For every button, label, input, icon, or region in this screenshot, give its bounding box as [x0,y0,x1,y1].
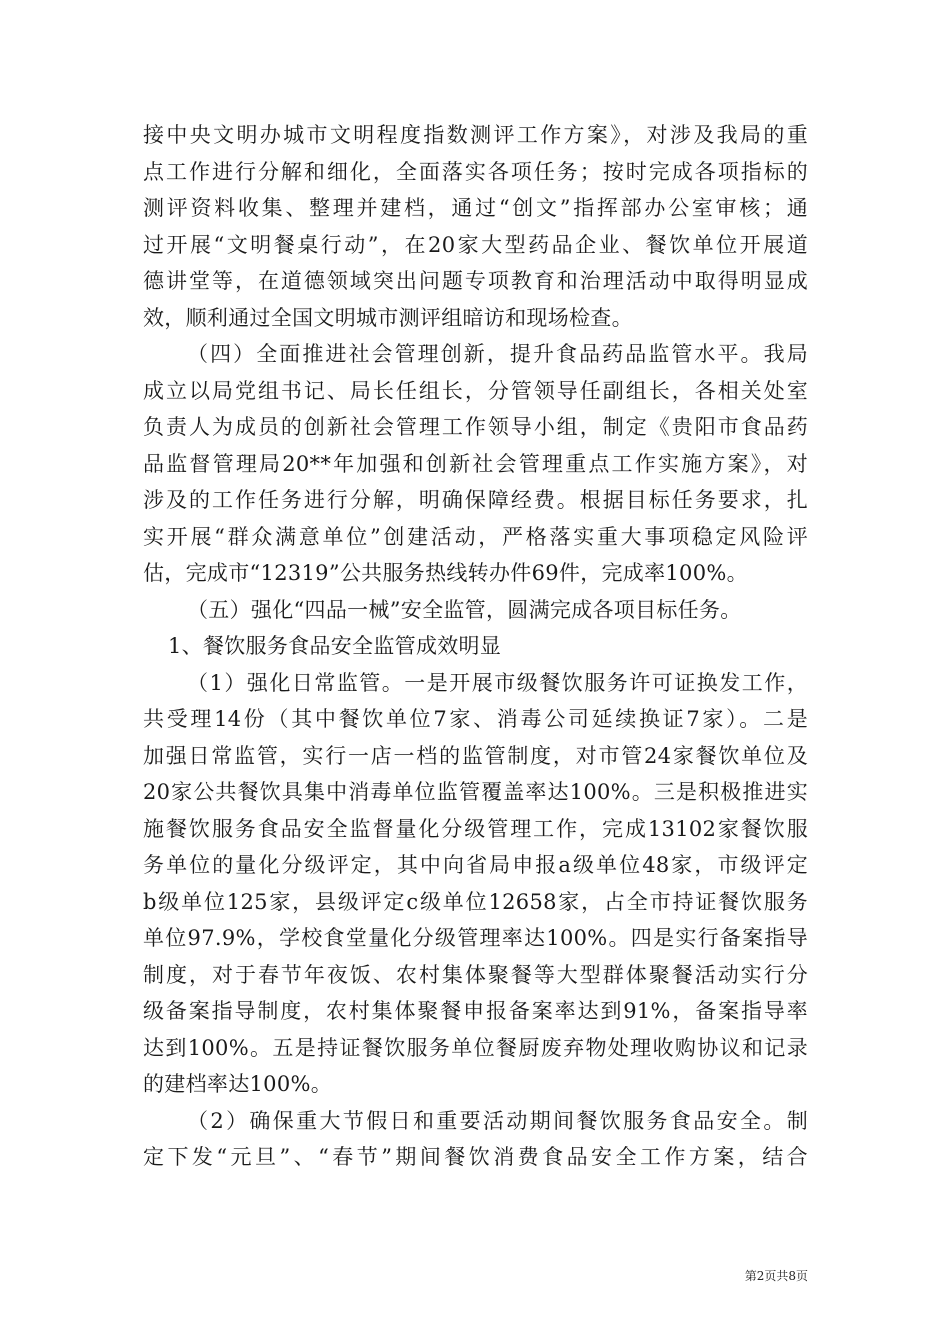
paragraph-heading: （1）强化日常监管。一是开展市级餐饮服务许可证换发工作， [187,670,808,695]
text-line: 定下发“元旦”、“春节”期间餐饮消费食品安全工作方案，结合 [143,1145,808,1169]
text-line: 成立以局党组书记、局长任组长，分管领导任副组长，各相关处室 [143,378,808,403]
text-line: b级单位125家，县级评定c级单位12658家，占全市持证餐饮服务 [143,889,808,914]
text-line: 品监督管理局20**年加强和创新社会管理重点工作实施方案》，对 [143,451,808,476]
paragraph-heading: （四）全面推进社会管理创新，提升食品药品监管水平。我局 [187,342,808,366]
text-line: 德讲堂等，在道德领域突出问题专项教育和治理活动中取得明显成 [143,269,808,293]
text-line: 共受理14份（其中餐饮单位7家、消毒公司延续换证7家）。二是 [143,707,808,731]
text-line: 单位97.9%，学校食堂量化分级管理率达100%。四是实行备案指导 [143,926,808,950]
paragraph-heading: （2）确保重大节假日和重要活动期间餐饮服务食品安全。制 [187,1108,808,1133]
text-line: 达到100%。五是持证餐饮服务单位餐厨废弃物处理收购协议和记录 [143,1035,808,1060]
text-line: 实开展“群众满意单位”创建活动，严格落实重大事项稳定风险评 [143,524,808,549]
text-line: 估，完成市“12319”公共服务热线转办件69件，完成率100%。 [143,561,748,585]
text-line: 测评资料收集、整理并建档，通过“创文”指挥部办公室审核；通 [143,196,808,220]
text-line: 过开展“文明餐桌行动”，在20家大型药品企业、餐饮单位开展道 [143,232,808,257]
paragraph-heading: （五）强化“四品一械”安全监管，圆满完成各项目标任务。 [187,597,742,622]
page-number: 第2页共8页 [744,1269,808,1283]
text-line: 务单位的量化分级评定，其中向省局申报a级单位48家，市级评定 [143,853,808,877]
text-line: 效，顺利通过全国文明城市测评组暗访和现场检查。 [143,305,633,330]
text-line: 制度，对于春节年夜饭、农村集体聚餐等大型群体聚餐活动实行分 [143,962,808,987]
text-line: 的建档率达100%。 [143,1072,333,1096]
document-body [143,117,808,1176]
section-heading: 1、餐饮服务食品安全监管成效明显 [168,634,502,658]
text-line: 接中央文明办城市文明程度指数测评工作方案》，对涉及我局的重 [143,123,808,147]
text-line: 级备案指导制度，农村集体聚餐申报备案率达到91%，备案指导率 [143,999,808,1023]
text-line: 负责人为成员的创新社会管理工作领导小组，制定《贵阳市食品药 [143,415,808,439]
text-line: 点工作进行分解和细化，全面落实各项任务；按时完成各项指标的 [143,159,808,184]
text-line: 涉及的工作任务进行分解，明确保障经费。根据目标任务要求，扎 [143,488,808,512]
text-line: 20家公共餐饮具集中消毒单位监管覆盖率达100%。三是积极推进实 [143,780,808,804]
text-line: 施餐饮服务食品安全监督量化分级管理工作，完成13102家餐饮服 [143,816,808,841]
text-line: 加强日常监管，实行一店一档的监管制度，对市管24家餐饮单位及 [143,743,808,768]
